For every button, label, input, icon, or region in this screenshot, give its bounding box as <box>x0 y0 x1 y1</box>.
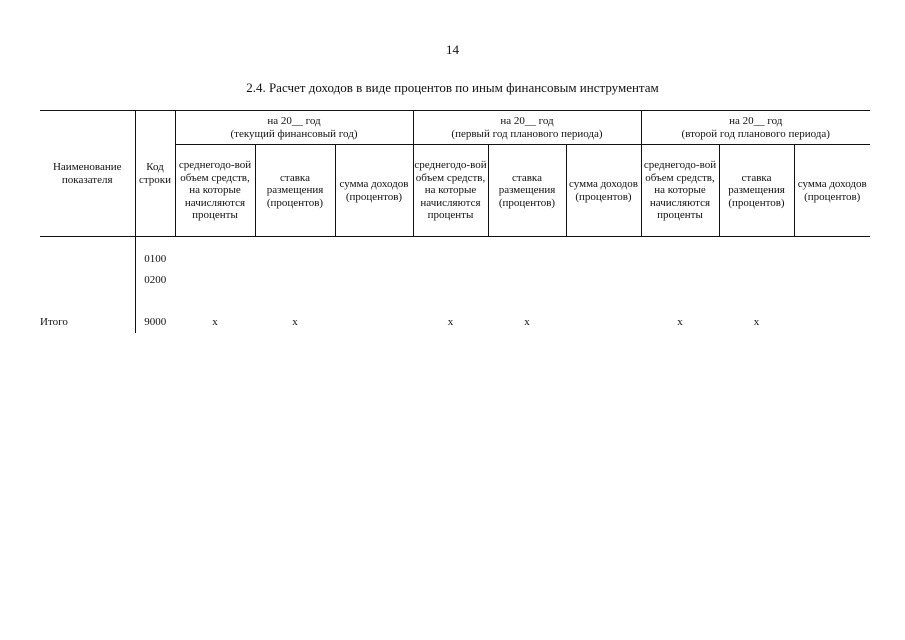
period-2-year: на 20__ год <box>500 115 554 127</box>
row-cell <box>794 312 870 333</box>
row-cell <box>641 270 719 291</box>
row-cell <box>175 270 255 291</box>
row-cell: x <box>524 316 530 328</box>
sub-rate-1: ставка размещения (процентов) <box>255 145 335 237</box>
header-period-1 <box>175 111 413 145</box>
row-cell: x <box>447 316 454 328</box>
row-cell <box>335 270 413 291</box>
row-cell <box>566 270 641 291</box>
sub-sum-2: сумма доходов (процентов) <box>566 145 641 237</box>
sub-sum-1: сумма доходов (процентов) <box>335 145 413 237</box>
row-cell <box>255 270 335 291</box>
row-cell: x <box>292 316 298 328</box>
sub-volume-3: среднегодо-вой объем средств, на которые начисляются проценты <box>641 145 719 237</box>
header-period-3 <box>641 111 870 145</box>
period-2-label: (первый год планового периода) <box>451 127 603 140</box>
row-cell <box>335 312 413 333</box>
row-cell: x <box>753 316 760 328</box>
sub-volume-2: среднегодо-вой объем средств, на которые начисляются проценты <box>413 145 488 237</box>
row-code: 9000 <box>135 312 175 333</box>
row-cell <box>794 270 870 291</box>
sub-sum-3: сумма доходов (процентов) <box>794 145 870 237</box>
row-cell <box>719 270 794 291</box>
sub-volume-1: среднегодо-вой объем средств, на которые начисляются проценты <box>175 145 255 237</box>
period-1-year: на 20__ год <box>267 115 321 127</box>
table-row <box>40 270 870 291</box>
row-code: 0100 <box>135 249 175 270</box>
row-cell <box>641 249 719 270</box>
table-row-total <box>40 312 870 333</box>
period-1-label: (текущий финансовый год) <box>230 127 358 140</box>
period-3-year: на 20__ год <box>729 115 783 127</box>
row-cell <box>488 249 566 270</box>
row-cell <box>413 249 488 270</box>
table-row <box>40 249 870 270</box>
header-code: Код строки <box>135 111 175 237</box>
section-title: 2.4. Расчет доходов в виде процентов по иным финансовым инструментам <box>246 80 659 95</box>
page-number: 14 <box>446 42 459 57</box>
header-period-2 <box>413 111 641 145</box>
income-table <box>40 110 870 333</box>
row-cell <box>488 270 566 291</box>
sub-rate-3: ставка размещения (процентов) <box>719 145 794 237</box>
row-cell: x <box>677 316 683 328</box>
row-cell <box>566 249 641 270</box>
row-cell <box>175 249 255 270</box>
sub-rate-2: ставка размещения (процентов) <box>488 145 566 237</box>
row-cell <box>335 249 413 270</box>
row-name: Итого <box>40 316 68 328</box>
row-code: 0200 <box>135 270 175 291</box>
row-cell <box>719 249 794 270</box>
row-cell: x <box>212 316 218 328</box>
row-cell <box>566 312 641 333</box>
row-cell <box>794 249 870 270</box>
row-name <box>40 249 135 270</box>
period-3-label: (второй год планового периода) <box>681 127 830 140</box>
row-cell <box>413 270 488 291</box>
header-name: Наименование показателя <box>40 111 135 237</box>
row-cell <box>255 249 335 270</box>
row-name <box>40 270 135 291</box>
